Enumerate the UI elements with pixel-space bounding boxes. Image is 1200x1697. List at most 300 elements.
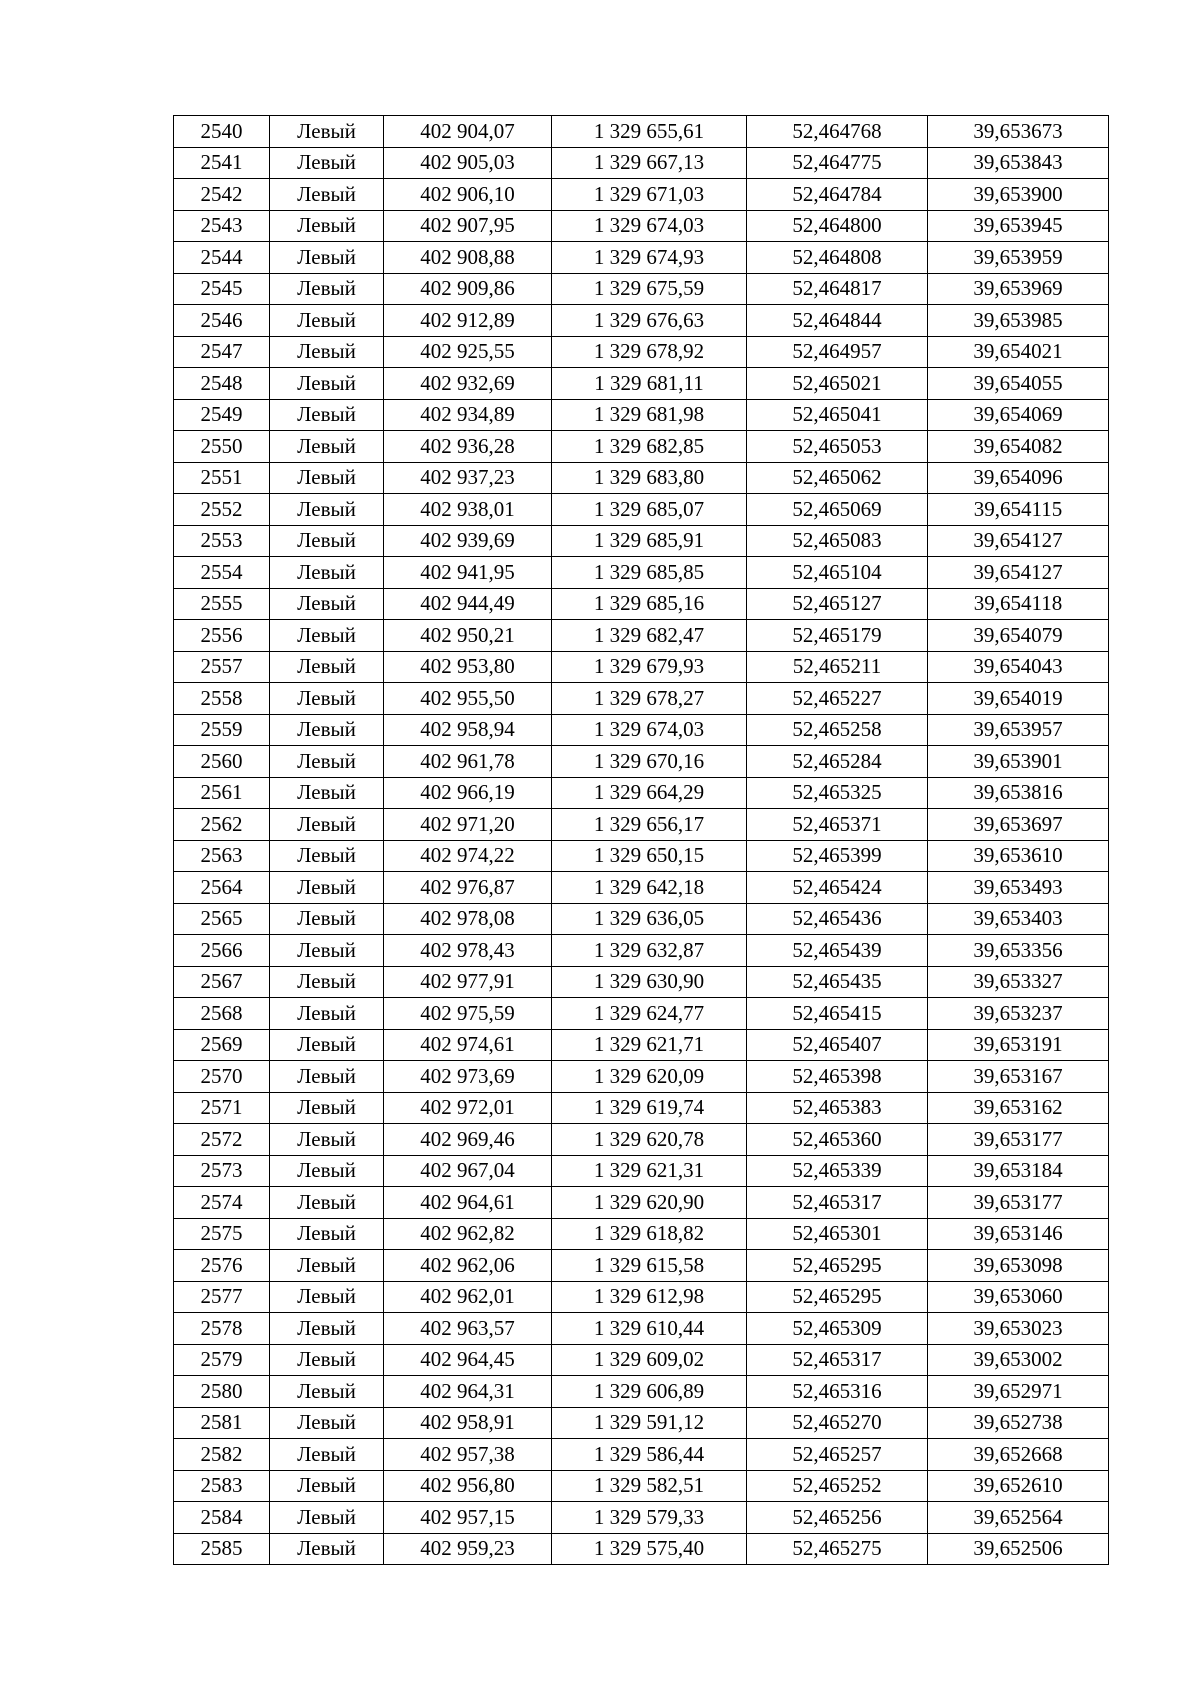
point-number-cell: 2562	[174, 809, 270, 841]
table-row	[174, 683, 1109, 715]
table-row	[174, 1061, 1109, 1093]
x-coordinate-cell: 402 964,61	[384, 1187, 552, 1219]
point-number-cell: 2568	[174, 998, 270, 1030]
longitude-cell: 39,653697	[928, 809, 1109, 841]
latitude-cell: 52,465301	[747, 1218, 928, 1250]
longitude-cell: 39,653327	[928, 966, 1109, 998]
point-number-cell: 2578	[174, 1313, 270, 1345]
side-cell: Левый	[270, 368, 384, 400]
latitude-cell: 52,465252	[747, 1470, 928, 1502]
table-row	[174, 1376, 1109, 1408]
point-number-cell: 2579	[174, 1344, 270, 1376]
x-coordinate-cell: 402 906,10	[384, 179, 552, 211]
y-coordinate-cell: 1 329 575,40	[552, 1533, 747, 1565]
point-number-cell: 2571	[174, 1092, 270, 1124]
point-number-cell: 2577	[174, 1281, 270, 1313]
point-number-cell: 2551	[174, 462, 270, 494]
longitude-cell: 39,653493	[928, 872, 1109, 904]
x-coordinate-cell: 402 939,69	[384, 525, 552, 557]
side-cell: Левый	[270, 557, 384, 589]
point-number-cell: 2547	[174, 336, 270, 368]
longitude-cell: 39,654127	[928, 557, 1109, 589]
longitude-cell: 39,653403	[928, 903, 1109, 935]
side-cell: Левый	[270, 242, 384, 274]
table-row	[174, 1470, 1109, 1502]
longitude-cell: 39,652738	[928, 1407, 1109, 1439]
x-coordinate-cell: 402 912,89	[384, 305, 552, 337]
point-number-cell: 2584	[174, 1502, 270, 1534]
table-row	[174, 494, 1109, 526]
y-coordinate-cell: 1 329 656,17	[552, 809, 747, 841]
point-number-cell: 2546	[174, 305, 270, 337]
latitude-cell: 52,464817	[747, 273, 928, 305]
side-cell: Левый	[270, 1029, 384, 1061]
table-row	[174, 179, 1109, 211]
longitude-cell: 39,654096	[928, 462, 1109, 494]
longitude-cell: 39,653060	[928, 1281, 1109, 1313]
latitude-cell: 52,464768	[747, 116, 928, 148]
table-row	[174, 431, 1109, 463]
side-cell: Левый	[270, 147, 384, 179]
side-cell: Левый	[270, 1250, 384, 1282]
side-cell: Левый	[270, 809, 384, 841]
longitude-cell: 39,654082	[928, 431, 1109, 463]
y-coordinate-cell: 1 329 685,85	[552, 557, 747, 589]
x-coordinate-cell: 402 974,61	[384, 1029, 552, 1061]
side-cell: Левый	[270, 651, 384, 683]
y-coordinate-cell: 1 329 670,16	[552, 746, 747, 778]
table-row	[174, 336, 1109, 368]
point-number-cell: 2583	[174, 1470, 270, 1502]
x-coordinate-cell: 402 963,57	[384, 1313, 552, 1345]
latitude-cell: 52,465062	[747, 462, 928, 494]
side-cell: Левый	[270, 1281, 384, 1313]
table-row	[174, 777, 1109, 809]
side-cell: Левый	[270, 1061, 384, 1093]
x-coordinate-cell: 402 973,69	[384, 1061, 552, 1093]
latitude-cell: 52,465371	[747, 809, 928, 841]
x-coordinate-cell: 402 959,23	[384, 1533, 552, 1565]
x-coordinate-cell: 402 964,45	[384, 1344, 552, 1376]
y-coordinate-cell: 1 329 630,90	[552, 966, 747, 998]
latitude-cell: 52,465435	[747, 966, 928, 998]
table-row	[174, 935, 1109, 967]
side-cell: Левый	[270, 116, 384, 148]
side-cell: Левый	[270, 1502, 384, 1534]
longitude-cell: 39,653146	[928, 1218, 1109, 1250]
point-number-cell: 2554	[174, 557, 270, 589]
table-row	[174, 872, 1109, 904]
table-row	[174, 147, 1109, 179]
longitude-cell: 39,653177	[928, 1187, 1109, 1219]
coordinates-table-body	[174, 116, 1109, 1565]
longitude-cell: 39,653900	[928, 179, 1109, 211]
table-row	[174, 998, 1109, 1030]
side-cell: Левый	[270, 273, 384, 305]
y-coordinate-cell: 1 329 681,11	[552, 368, 747, 400]
table-row	[174, 1155, 1109, 1187]
latitude-cell: 52,465053	[747, 431, 928, 463]
longitude-cell: 39,654118	[928, 588, 1109, 620]
latitude-cell: 52,465211	[747, 651, 928, 683]
y-coordinate-cell: 1 329 685,07	[552, 494, 747, 526]
latitude-cell: 52,464800	[747, 210, 928, 242]
x-coordinate-cell: 402 905,03	[384, 147, 552, 179]
x-coordinate-cell: 402 977,91	[384, 966, 552, 998]
x-coordinate-cell: 402 967,04	[384, 1155, 552, 1187]
y-coordinate-cell: 1 329 676,63	[552, 305, 747, 337]
longitude-cell: 39,653191	[928, 1029, 1109, 1061]
x-coordinate-cell: 402 961,78	[384, 746, 552, 778]
y-coordinate-cell: 1 329 664,29	[552, 777, 747, 809]
latitude-cell: 52,464775	[747, 147, 928, 179]
latitude-cell: 52,464844	[747, 305, 928, 337]
latitude-cell: 52,465295	[747, 1281, 928, 1313]
y-coordinate-cell: 1 329 671,03	[552, 179, 747, 211]
side-cell: Левый	[270, 179, 384, 211]
x-coordinate-cell: 402 932,69	[384, 368, 552, 400]
y-coordinate-cell: 1 329 632,87	[552, 935, 747, 967]
side-cell: Левый	[270, 1407, 384, 1439]
side-cell: Левый	[270, 1376, 384, 1408]
table-row	[174, 525, 1109, 557]
table-row	[174, 903, 1109, 935]
y-coordinate-cell: 1 329 683,80	[552, 462, 747, 494]
side-cell: Левый	[270, 494, 384, 526]
point-number-cell: 2565	[174, 903, 270, 935]
point-number-cell: 2548	[174, 368, 270, 400]
table-row	[174, 242, 1109, 274]
point-number-cell: 2566	[174, 935, 270, 967]
side-cell: Левый	[270, 714, 384, 746]
table-row	[174, 1502, 1109, 1534]
latitude-cell: 52,465317	[747, 1344, 928, 1376]
x-coordinate-cell: 402 975,59	[384, 998, 552, 1030]
point-number-cell: 2564	[174, 872, 270, 904]
table-row	[174, 588, 1109, 620]
y-coordinate-cell: 1 329 681,98	[552, 399, 747, 431]
x-coordinate-cell: 402 955,50	[384, 683, 552, 715]
table-row	[174, 1187, 1109, 1219]
longitude-cell: 39,653237	[928, 998, 1109, 1030]
longitude-cell: 39,653177	[928, 1124, 1109, 1156]
table-row	[174, 210, 1109, 242]
y-coordinate-cell: 1 329 620,78	[552, 1124, 747, 1156]
side-cell: Левый	[270, 1155, 384, 1187]
latitude-cell: 52,465398	[747, 1061, 928, 1093]
point-number-cell: 2541	[174, 147, 270, 179]
x-coordinate-cell: 402 934,89	[384, 399, 552, 431]
y-coordinate-cell: 1 329 655,61	[552, 116, 747, 148]
y-coordinate-cell: 1 329 582,51	[552, 1470, 747, 1502]
latitude-cell: 52,465424	[747, 872, 928, 904]
y-coordinate-cell: 1 329 586,44	[552, 1439, 747, 1471]
longitude-cell: 39,654021	[928, 336, 1109, 368]
y-coordinate-cell: 1 329 636,05	[552, 903, 747, 935]
latitude-cell: 52,464957	[747, 336, 928, 368]
side-cell: Левый	[270, 1439, 384, 1471]
latitude-cell: 52,464784	[747, 179, 928, 211]
side-cell: Левый	[270, 777, 384, 809]
longitude-cell: 39,654043	[928, 651, 1109, 683]
point-number-cell: 2576	[174, 1250, 270, 1282]
longitude-cell: 39,654055	[928, 368, 1109, 400]
longitude-cell: 39,652971	[928, 1376, 1109, 1408]
side-cell: Левый	[270, 1218, 384, 1250]
latitude-cell: 52,465415	[747, 998, 928, 1030]
y-coordinate-cell: 1 329 621,31	[552, 1155, 747, 1187]
side-cell: Левый	[270, 966, 384, 998]
y-coordinate-cell: 1 329 678,27	[552, 683, 747, 715]
latitude-cell: 52,465284	[747, 746, 928, 778]
latitude-cell: 52,465309	[747, 1313, 928, 1345]
x-coordinate-cell: 402 936,28	[384, 431, 552, 463]
x-coordinate-cell: 402 969,46	[384, 1124, 552, 1156]
table-row	[174, 1218, 1109, 1250]
side-cell: Левый	[270, 746, 384, 778]
point-number-cell: 2542	[174, 179, 270, 211]
x-coordinate-cell: 402 953,80	[384, 651, 552, 683]
x-coordinate-cell: 402 958,91	[384, 1407, 552, 1439]
point-number-cell: 2558	[174, 683, 270, 715]
x-coordinate-cell: 402 950,21	[384, 620, 552, 652]
side-cell: Левый	[270, 305, 384, 337]
x-coordinate-cell: 402 941,95	[384, 557, 552, 589]
x-coordinate-cell: 402 978,43	[384, 935, 552, 967]
table-row	[174, 809, 1109, 841]
point-number-cell: 2580	[174, 1376, 270, 1408]
x-coordinate-cell: 402 962,82	[384, 1218, 552, 1250]
point-number-cell: 2560	[174, 746, 270, 778]
x-coordinate-cell: 402 908,88	[384, 242, 552, 274]
latitude-cell: 52,465258	[747, 714, 928, 746]
longitude-cell: 39,654069	[928, 399, 1109, 431]
longitude-cell: 39,653184	[928, 1155, 1109, 1187]
side-cell: Левый	[270, 935, 384, 967]
table-row	[174, 1281, 1109, 1313]
y-coordinate-cell: 1 329 674,93	[552, 242, 747, 274]
point-number-cell: 2540	[174, 116, 270, 148]
x-coordinate-cell: 402 976,87	[384, 872, 552, 904]
latitude-cell: 52,465227	[747, 683, 928, 715]
point-number-cell: 2555	[174, 588, 270, 620]
x-coordinate-cell: 402 958,94	[384, 714, 552, 746]
longitude-cell: 39,653959	[928, 242, 1109, 274]
side-cell: Левый	[270, 840, 384, 872]
point-number-cell: 2585	[174, 1533, 270, 1565]
y-coordinate-cell: 1 329 667,13	[552, 147, 747, 179]
side-cell: Левый	[270, 903, 384, 935]
x-coordinate-cell: 402 909,86	[384, 273, 552, 305]
table-row	[174, 557, 1109, 589]
x-coordinate-cell: 402 974,22	[384, 840, 552, 872]
table-row	[174, 1092, 1109, 1124]
x-coordinate-cell: 402 907,95	[384, 210, 552, 242]
table-row	[174, 1407, 1109, 1439]
latitude-cell: 52,465069	[747, 494, 928, 526]
y-coordinate-cell: 1 329 685,91	[552, 525, 747, 557]
table-row	[174, 651, 1109, 683]
latitude-cell: 52,465407	[747, 1029, 928, 1061]
latitude-cell: 52,465360	[747, 1124, 928, 1156]
longitude-cell: 39,653167	[928, 1061, 1109, 1093]
y-coordinate-cell: 1 329 675,59	[552, 273, 747, 305]
y-coordinate-cell: 1 329 619,74	[552, 1092, 747, 1124]
longitude-cell: 39,653673	[928, 116, 1109, 148]
table-row	[174, 1344, 1109, 1376]
table-row	[174, 1313, 1109, 1345]
side-cell: Левый	[270, 1313, 384, 1345]
x-coordinate-cell: 402 938,01	[384, 494, 552, 526]
longitude-cell: 39,653816	[928, 777, 1109, 809]
longitude-cell: 39,653843	[928, 147, 1109, 179]
table-row	[174, 1250, 1109, 1282]
latitude-cell: 52,465041	[747, 399, 928, 431]
latitude-cell: 52,465104	[747, 557, 928, 589]
y-coordinate-cell: 1 329 682,85	[552, 431, 747, 463]
table-row	[174, 746, 1109, 778]
latitude-cell: 52,465399	[747, 840, 928, 872]
side-cell: Левый	[270, 210, 384, 242]
latitude-cell: 52,465439	[747, 935, 928, 967]
x-coordinate-cell: 402 962,06	[384, 1250, 552, 1282]
latitude-cell: 52,465179	[747, 620, 928, 652]
point-number-cell: 2543	[174, 210, 270, 242]
coordinates-table	[173, 115, 1109, 1565]
point-number-cell: 2563	[174, 840, 270, 872]
table-row	[174, 966, 1109, 998]
table-row	[174, 305, 1109, 337]
latitude-cell: 52,465436	[747, 903, 928, 935]
side-cell: Левый	[270, 1533, 384, 1565]
longitude-cell: 39,652506	[928, 1533, 1109, 1565]
table-row	[174, 1124, 1109, 1156]
side-cell: Левый	[270, 336, 384, 368]
longitude-cell: 39,654079	[928, 620, 1109, 652]
y-coordinate-cell: 1 329 606,89	[552, 1376, 747, 1408]
y-coordinate-cell: 1 329 609,02	[552, 1344, 747, 1376]
table-row	[174, 368, 1109, 400]
y-coordinate-cell: 1 329 674,03	[552, 210, 747, 242]
latitude-cell: 52,465383	[747, 1092, 928, 1124]
x-coordinate-cell: 402 971,20	[384, 809, 552, 841]
x-coordinate-cell: 402 904,07	[384, 116, 552, 148]
table-row	[174, 620, 1109, 652]
x-coordinate-cell: 402 962,01	[384, 1281, 552, 1313]
x-coordinate-cell: 402 937,23	[384, 462, 552, 494]
point-number-cell: 2545	[174, 273, 270, 305]
side-cell: Левый	[270, 1187, 384, 1219]
x-coordinate-cell: 402 957,15	[384, 1502, 552, 1534]
side-cell: Левый	[270, 1092, 384, 1124]
side-cell: Левый	[270, 620, 384, 652]
table-row	[174, 1029, 1109, 1061]
latitude-cell: 52,465339	[747, 1155, 928, 1187]
longitude-cell: 39,653610	[928, 840, 1109, 872]
latitude-cell: 52,465275	[747, 1533, 928, 1565]
side-cell: Левый	[270, 525, 384, 557]
longitude-cell: 39,652668	[928, 1439, 1109, 1471]
point-number-cell: 2559	[174, 714, 270, 746]
latitude-cell: 52,465257	[747, 1439, 928, 1471]
longitude-cell: 39,653957	[928, 714, 1109, 746]
longitude-cell: 39,654019	[928, 683, 1109, 715]
longitude-cell: 39,653985	[928, 305, 1109, 337]
point-number-cell: 2556	[174, 620, 270, 652]
x-coordinate-cell: 402 956,80	[384, 1470, 552, 1502]
y-coordinate-cell: 1 329 610,44	[552, 1313, 747, 1345]
longitude-cell: 39,653945	[928, 210, 1109, 242]
longitude-cell: 39,653023	[928, 1313, 1109, 1345]
point-number-cell: 2557	[174, 651, 270, 683]
latitude-cell: 52,465127	[747, 588, 928, 620]
point-number-cell: 2569	[174, 1029, 270, 1061]
longitude-cell: 39,653356	[928, 935, 1109, 967]
y-coordinate-cell: 1 329 624,77	[552, 998, 747, 1030]
side-cell: Левый	[270, 998, 384, 1030]
point-number-cell: 2544	[174, 242, 270, 274]
latitude-cell: 52,465021	[747, 368, 928, 400]
point-number-cell: 2553	[174, 525, 270, 557]
side-cell: Левый	[270, 462, 384, 494]
x-coordinate-cell: 402 966,19	[384, 777, 552, 809]
y-coordinate-cell: 1 329 678,92	[552, 336, 747, 368]
side-cell: Левый	[270, 588, 384, 620]
side-cell: Левый	[270, 683, 384, 715]
longitude-cell: 39,654127	[928, 525, 1109, 557]
latitude-cell: 52,465316	[747, 1376, 928, 1408]
side-cell: Левый	[270, 1124, 384, 1156]
point-number-cell: 2552	[174, 494, 270, 526]
longitude-cell: 39,654115	[928, 494, 1109, 526]
y-coordinate-cell: 1 329 579,33	[552, 1502, 747, 1534]
y-coordinate-cell: 1 329 621,71	[552, 1029, 747, 1061]
latitude-cell: 52,465317	[747, 1187, 928, 1219]
table-row	[174, 1533, 1109, 1565]
latitude-cell: 52,465270	[747, 1407, 928, 1439]
side-cell: Левый	[270, 1470, 384, 1502]
y-coordinate-cell: 1 329 591,12	[552, 1407, 747, 1439]
y-coordinate-cell: 1 329 679,93	[552, 651, 747, 683]
table-row	[174, 116, 1109, 148]
point-number-cell: 2549	[174, 399, 270, 431]
y-coordinate-cell: 1 329 620,09	[552, 1061, 747, 1093]
table-row	[174, 273, 1109, 305]
longitude-cell: 39,653969	[928, 273, 1109, 305]
point-number-cell: 2582	[174, 1439, 270, 1471]
y-coordinate-cell: 1 329 674,03	[552, 714, 747, 746]
longitude-cell: 39,653098	[928, 1250, 1109, 1282]
point-number-cell: 2550	[174, 431, 270, 463]
side-cell: Левый	[270, 431, 384, 463]
x-coordinate-cell: 402 957,38	[384, 1439, 552, 1471]
y-coordinate-cell: 1 329 612,98	[552, 1281, 747, 1313]
longitude-cell: 39,653002	[928, 1344, 1109, 1376]
latitude-cell: 52,465256	[747, 1502, 928, 1534]
y-coordinate-cell: 1 329 618,82	[552, 1218, 747, 1250]
point-number-cell: 2581	[174, 1407, 270, 1439]
y-coordinate-cell: 1 329 642,18	[552, 872, 747, 904]
point-number-cell: 2561	[174, 777, 270, 809]
point-number-cell: 2575	[174, 1218, 270, 1250]
x-coordinate-cell: 402 978,08	[384, 903, 552, 935]
longitude-cell: 39,653162	[928, 1092, 1109, 1124]
point-number-cell: 2567	[174, 966, 270, 998]
side-cell: Левый	[270, 399, 384, 431]
table-row	[174, 840, 1109, 872]
x-coordinate-cell: 402 925,55	[384, 336, 552, 368]
point-number-cell: 2573	[174, 1155, 270, 1187]
